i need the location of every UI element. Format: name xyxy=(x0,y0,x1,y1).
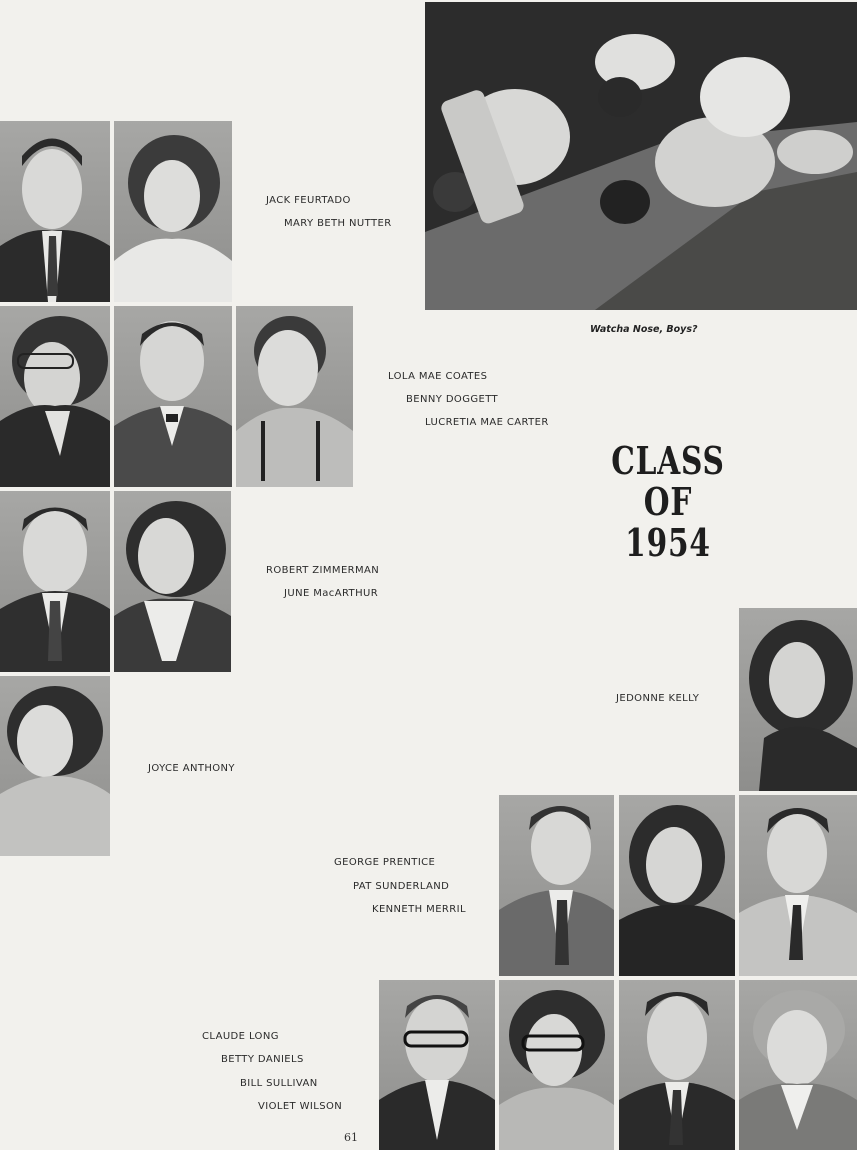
portrait-jedonne-kelly xyxy=(739,608,857,791)
portrait-image xyxy=(499,980,614,1150)
portrait-image xyxy=(379,980,495,1150)
portrait-claude-long xyxy=(379,980,495,1150)
portrait-image xyxy=(0,121,110,302)
class-title-line1: CLASS xyxy=(611,438,725,483)
portrait-betty-daniels xyxy=(499,980,614,1150)
portrait-benny-doggett xyxy=(114,306,232,487)
portrait-image xyxy=(499,795,614,976)
student-name: JOYCE ANTHONY xyxy=(148,763,235,774)
portrait-joyce-anthony xyxy=(0,676,110,856)
portrait-mary-beth-nutter xyxy=(114,121,232,302)
portrait-kenneth-merril xyxy=(739,795,857,976)
portrait-lucretia-mae-carter xyxy=(236,306,353,487)
portrait-george-prentice xyxy=(499,795,614,976)
student-name: BETTY DANIELS xyxy=(221,1054,304,1065)
portrait-image xyxy=(114,306,232,487)
class-title-line2: OF 1954 xyxy=(625,479,711,565)
student-name: KENNETH MERRIL xyxy=(372,904,466,915)
portrait-image xyxy=(0,491,110,672)
page-number: 61 xyxy=(344,1131,358,1144)
student-name: MARY BETH NUTTER xyxy=(284,218,392,229)
student-name: ROBERT ZIMMERMAN xyxy=(266,565,380,576)
portrait-image xyxy=(236,306,353,487)
portrait-image xyxy=(619,795,735,976)
candid-caption: Watcha Nose, Boys? xyxy=(590,324,698,335)
portrait-june-macarthur xyxy=(114,491,231,672)
portrait-robert-zimmerman xyxy=(0,491,110,672)
student-name: JEDONNE KELLY xyxy=(616,693,700,704)
portrait-image xyxy=(114,121,232,302)
portrait-image xyxy=(0,676,110,856)
portrait-image xyxy=(739,980,857,1150)
portrait-lola-mae-coates xyxy=(0,306,110,487)
portrait-violet-wilson xyxy=(739,980,857,1150)
candid-photo xyxy=(425,2,857,310)
student-name: LUCRETIA MAE CARTER xyxy=(425,417,549,428)
portrait-bill-sullivan xyxy=(619,980,735,1150)
portrait-image xyxy=(739,608,857,791)
student-name: CLAUDE LONG xyxy=(202,1031,279,1042)
class-title xyxy=(598,440,738,563)
portrait-image xyxy=(114,491,231,672)
student-name: BENNY DOGGETT xyxy=(406,394,499,405)
portrait-image xyxy=(739,795,857,976)
candid-photo-image xyxy=(425,2,857,310)
portrait-image xyxy=(0,306,110,487)
portrait-pat-sunderland xyxy=(619,795,735,976)
student-name: LOLA MAE COATES xyxy=(388,371,488,382)
portrait-jack-feurtado xyxy=(0,121,110,302)
student-name: PAT SUNDERLAND xyxy=(353,881,450,892)
student-name: GEORGE PRENTICE xyxy=(334,857,436,868)
portrait-image xyxy=(619,980,735,1150)
student-name: VIOLET WILSON xyxy=(258,1101,343,1112)
student-name: JACK FEURTADO xyxy=(266,195,351,206)
student-name: BILL SULLIVAN xyxy=(240,1078,318,1089)
student-name: JUNE MacARTHUR xyxy=(284,588,379,599)
